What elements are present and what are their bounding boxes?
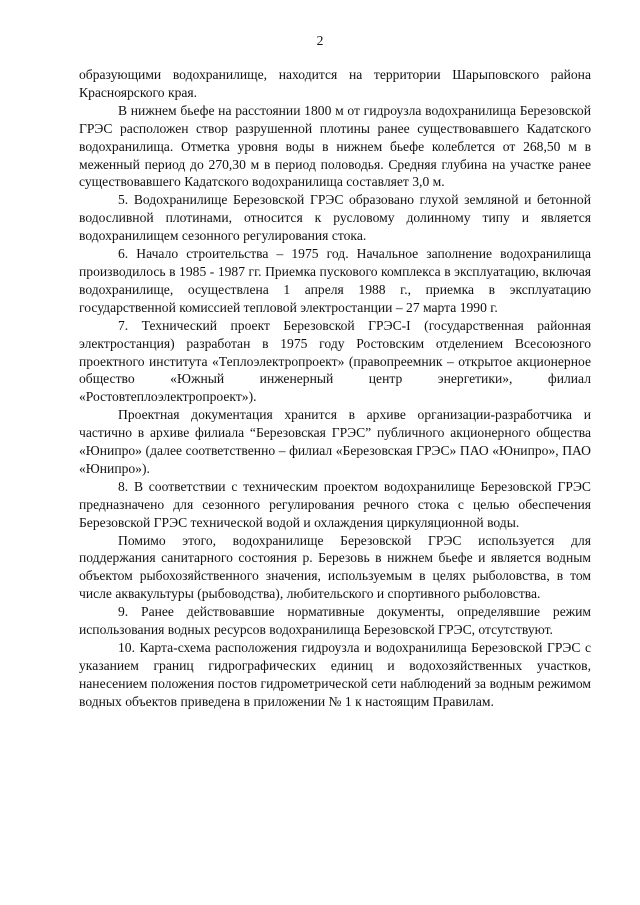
- paragraph-continuation: образующими водохранилище, находится на территории Шарыповского района Красноярского края.: [79, 67, 591, 100]
- paragraph-item-8: 8. В соответствии с техническим проектом водохранилище Березовской ГРЭС предназначено для сезонного регулирования речного стока с целью обеспечения Березовской ГРЭС технической водой и охлаждения циркуляционной воды.: [79, 478, 591, 530]
- paragraph-item-6: 6. Начало строительства – 1975 год. Начальное заполнение водохранилища производилось в 1985 - 1987 гг. Приемка пускового комплекса в эксплуатацию, включая водохранилище, осуществлена 1 апреля 1988 г., приемка в эксплуатацию государственной комиссией тепловой электростанции – 27 марта 1990 г.: [79, 246, 591, 315]
- paragraph-item-10: 10. Карта-схема расположения гидроузла и водохранилища Березовской ГРЭС с указанием границ гидрографических единиц и водохозяйственных участков, нанесением положения постов гидрометрической сети наблюдений за водным режимом водных объектов приведена в приложении № 1 к настоящим Правилам.: [79, 640, 591, 709]
- document-body: [79, 66, 591, 711]
- paragraph-lower-pool: В нижнем бьефе на расстоянии 1800 м от гидроузла водохранилища Березовской ГРЭС расположен створ разрушенной плотины ранее существовавшего Кадатского водохранилища. Отметка уровня воды в нижнем бьефе колеблется от 268,50 м в меженный период до 270,30 м в период половодья. Средняя глубина на участке ранее существовавшего Кадатского водохранилища составляет 3,0 м.: [79, 102, 591, 190]
- paragraph-item-5: 5. Водохранилище Березовской ГРЭС образовано глухой земляной и бетонной водосливной плотинами, относится к русловому долинному типу и является водохранилищем сезонного регулирования стока.: [79, 192, 591, 244]
- paragraph-item-9: 9. Ранее действовавшие нормативные документы, определявшие режим использования водных ресурсов водохранилища Березовской ГРЭС, отсутствуют.: [79, 604, 591, 638]
- page-number: 2: [316, 33, 324, 48]
- paragraph-additional-use: Помимо этого, водохранилище Березовской ГРЭС используется для поддержания санитарного состояния р. Березовь в нижнем бьефе и является водным объектом рыбохозяйственного значения, используемым в целях рыболовства, в том числе аквакультуры (рыбоводства), любительского и спортивного рыболовства.: [79, 532, 591, 602]
- paragraph-project-documentation: Проектная документация хранится в архиве организации-разработчика и частично в архиве филиала “Березовская ГРЭС” публичного акционерного общества «Юнипро» (далее соответственно – филиал «Березовская ГРЭС» ПАО «Юнипро», ПАО «Юнипро»).: [79, 407, 591, 476]
- paragraph-item-7: 7. Технический проект Березовской ГРЭС-I (государственная районная электростанция) разработан в 1975 году Ростовским отделением Всесоюзного проектного института «Теплоэлектропроект» (правопреемник – открытое акционерное общество «Южный инженерный центр энергетики», филиал «Ростовтеплоэлектропроект»).: [79, 317, 591, 405]
